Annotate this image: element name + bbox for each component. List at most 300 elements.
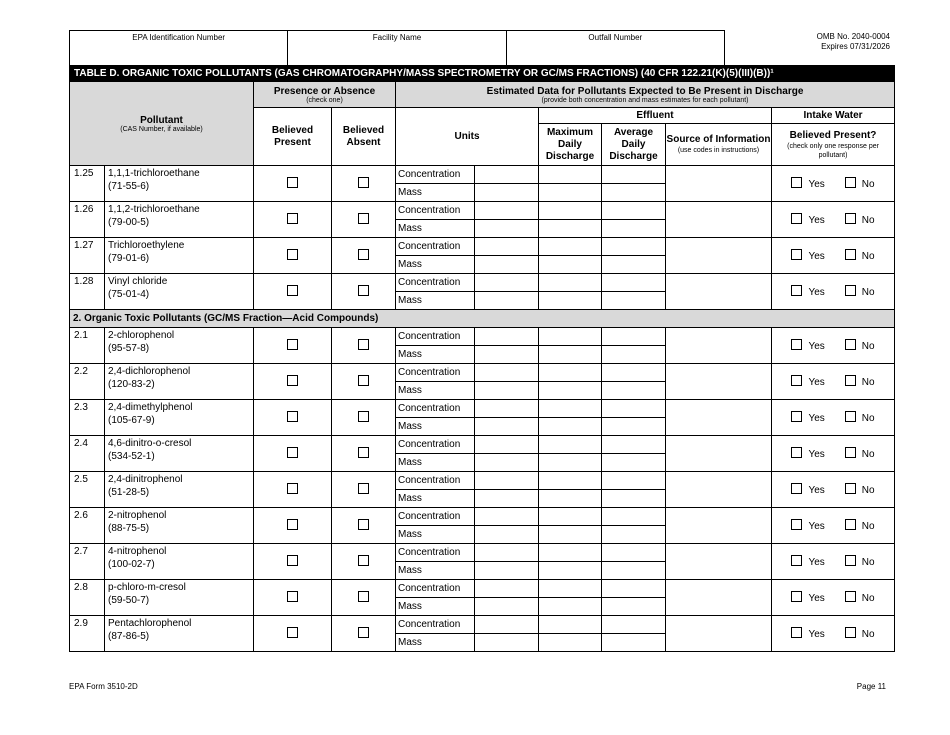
intake-no-label: No (861, 413, 875, 424)
pollutant-chem: 2-nitrophenol (108, 510, 167, 521)
intake-no-checkbox[interactable] (845, 411, 856, 422)
mass-units-input[interactable] (475, 292, 539, 310)
source-info-input[interactable] (666, 580, 772, 616)
concentration-units-input[interactable] (475, 166, 539, 184)
pollutant-name (105, 364, 254, 400)
source-info-input[interactable] (666, 400, 772, 436)
pollutant-number: 1.26 (70, 202, 105, 238)
facility-name-field[interactable] (288, 31, 506, 65)
believed-present-cell (254, 202, 332, 238)
source-info-input[interactable] (666, 544, 772, 580)
believed-present-checkbox[interactable] (287, 555, 298, 566)
concentration-avg-input[interactable] (602, 436, 666, 454)
pollutant-chem: 2,4-dinitrophenol (108, 474, 183, 485)
believed-present-checkbox[interactable] (287, 591, 298, 602)
concentration-units-input[interactable] (475, 580, 539, 598)
concentration-units-input[interactable] (475, 472, 539, 490)
intake-no-checkbox[interactable] (845, 249, 856, 260)
believed-present-checkbox[interactable] (287, 177, 298, 188)
intake-response (772, 202, 895, 238)
pollutant-row (70, 544, 895, 562)
pollutant-chem: 2-chlorophenol (108, 330, 175, 341)
mass-units-input[interactable] (475, 454, 539, 472)
source-info-input[interactable] (666, 508, 772, 544)
intake-no-checkbox[interactable] (845, 483, 856, 494)
believed-absent-header: Believed Absent (332, 108, 396, 166)
believed-present-checkbox[interactable] (287, 285, 298, 296)
intake-yes-label: Yes (808, 413, 825, 424)
believed-absent-checkbox[interactable] (358, 339, 369, 350)
intake-yes-checkbox[interactable] (791, 411, 802, 422)
pollutant-number: 1.27 (70, 238, 105, 274)
mass-avg-input[interactable] (602, 634, 666, 652)
intake-yes-checkbox[interactable] (791, 213, 802, 224)
believed-absent-checkbox[interactable] (358, 483, 369, 494)
believed-present-cell (254, 238, 332, 274)
source-info-header: Source of Information (use codes in instructions) (666, 124, 772, 166)
mass-units-input[interactable] (475, 256, 539, 274)
mass-avg-input[interactable] (602, 382, 666, 400)
units-header: Units (396, 108, 539, 166)
mass-max-input[interactable] (539, 292, 602, 310)
intake-yes-checkbox[interactable] (791, 447, 802, 458)
pollutant-cas: (95-57-8) (108, 343, 150, 354)
believed-absent-cell (332, 436, 396, 472)
mass-units-input[interactable] (475, 562, 539, 580)
pollutant-cas: (120-83-2) (108, 379, 155, 390)
intake-yes-label: Yes (808, 179, 825, 190)
intake-response (772, 274, 895, 310)
intake-response (772, 328, 895, 364)
believed-absent-checkbox[interactable] (358, 519, 369, 530)
concentration-label: Concentration (396, 616, 475, 634)
intake-yes-label: Yes (808, 215, 825, 226)
pollutant-header: Pollutant (CAS Number, if available) (70, 82, 254, 166)
source-info-input[interactable] (666, 238, 772, 274)
intake-yes-label: Yes (808, 629, 825, 640)
intake-yes-label: Yes (808, 449, 825, 460)
effluent-header: Effluent (539, 108, 772, 124)
believed-present-cell (254, 580, 332, 616)
concentration-label: Concentration (396, 580, 475, 598)
mass-max-input[interactable] (539, 382, 602, 400)
mass-units-input[interactable] (475, 634, 539, 652)
concentration-max-input[interactable] (539, 166, 602, 184)
intake-yes-checkbox[interactable] (791, 627, 802, 638)
intake-yes-checkbox[interactable] (791, 591, 802, 602)
mass-units-input[interactable] (475, 184, 539, 202)
intake-response (772, 364, 895, 400)
intake-yes-checkbox[interactable] (791, 339, 802, 350)
believed-absent-cell (332, 166, 396, 202)
intake-yes-checkbox[interactable] (791, 555, 802, 566)
facility-name-label: Facility Name (372, 33, 422, 42)
concentration-label: Concentration (396, 364, 475, 382)
intake-yes-label: Yes (808, 521, 825, 532)
believed-absent-checkbox[interactable] (358, 555, 369, 566)
mass-label: Mass (396, 634, 475, 652)
intake-response (772, 238, 895, 274)
believed-absent-cell (332, 400, 396, 436)
intake-response (772, 580, 895, 616)
concentration-max-input[interactable] (539, 328, 602, 346)
believed-absent-cell (332, 544, 396, 580)
intake-yes-label: Yes (808, 341, 825, 352)
mass-max-input[interactable] (539, 418, 602, 436)
concentration-avg-input[interactable] (602, 400, 666, 418)
source-info-input[interactable] (666, 166, 772, 202)
pollutant-chem: Vinyl chloride (108, 276, 168, 287)
intake-no-checkbox[interactable] (845, 591, 856, 602)
concentration-label: Concentration (396, 400, 475, 418)
intake-no-label: No (861, 215, 875, 226)
intake-no-checkbox[interactable] (845, 339, 856, 350)
concentration-max-input[interactable] (539, 616, 602, 634)
pollutant-chem: 2,4-dichlorophenol (108, 366, 191, 377)
concentration-label: Concentration (396, 544, 475, 562)
mass-label: Mass (396, 292, 475, 310)
believed-present-checkbox[interactable] (287, 249, 298, 260)
intake-no-label: No (861, 179, 875, 190)
mass-label: Mass (396, 562, 475, 580)
concentration-label: Concentration (396, 328, 475, 346)
concentration-max-input[interactable] (539, 544, 602, 562)
believed-absent-cell (332, 580, 396, 616)
mass-max-input[interactable] (539, 346, 602, 364)
pollutant-row (70, 238, 895, 256)
mass-max-input[interactable] (539, 526, 602, 544)
pollutant-number: 2.5 (70, 472, 105, 508)
concentration-label: Concentration (396, 508, 475, 526)
believed-absent-checkbox[interactable] (358, 591, 369, 602)
mass-max-input[interactable] (539, 256, 602, 274)
concentration-units-input[interactable] (475, 274, 539, 292)
believed-present-cell (254, 436, 332, 472)
mass-max-input[interactable] (539, 454, 602, 472)
source-info-input[interactable] (666, 328, 772, 364)
concentration-units-input[interactable] (475, 328, 539, 346)
believed-absent-checkbox[interactable] (358, 447, 369, 458)
intake-yes-checkbox[interactable] (791, 177, 802, 188)
mass-max-input[interactable] (539, 562, 602, 580)
mass-avg-input[interactable] (602, 292, 666, 310)
mass-max-input[interactable] (539, 634, 602, 652)
pollutant-number: 2.4 (70, 436, 105, 472)
concentration-max-input[interactable] (539, 400, 602, 418)
estimated-header: Estimated Data for Pollutants Expected to Be Present in Discharge (provide both concentration and mass estimates for each pollutant) (396, 82, 895, 108)
pollutant-row (70, 508, 895, 526)
believed-absent-cell (332, 202, 396, 238)
concentration-max-input[interactable] (539, 274, 602, 292)
believed-absent-checkbox[interactable] (358, 285, 369, 296)
concentration-avg-input[interactable] (602, 544, 666, 562)
mass-units-input[interactable] (475, 346, 539, 364)
pollutant-row (70, 202, 895, 220)
concentration-avg-input[interactable] (602, 166, 666, 184)
pollutant-name (105, 166, 254, 202)
concentration-max-input[interactable] (539, 580, 602, 598)
concentration-label: Concentration (396, 436, 475, 454)
epa-id-field[interactable] (70, 31, 288, 65)
pollutant-cas: (79-01-6) (108, 253, 150, 264)
concentration-label: Concentration (396, 166, 475, 184)
concentration-units-input[interactable] (475, 436, 539, 454)
mass-avg-input[interactable] (602, 598, 666, 616)
believed-present-cell (254, 166, 332, 202)
avg-daily-header: Average Daily Discharge (602, 124, 666, 166)
presence-header: Presence or Absence (check one) (254, 82, 396, 108)
pollutant-chem: Trichloroethylene (108, 240, 185, 251)
believed-present-cell (254, 364, 332, 400)
believed-absent-checkbox[interactable] (358, 411, 369, 422)
pollutant-number: 2.7 (70, 544, 105, 580)
intake-no-label: No (861, 251, 875, 262)
intake-no-label: No (861, 377, 875, 388)
form-header (69, 30, 725, 66)
believed-present-checkbox[interactable] (287, 411, 298, 422)
pollutant-name (105, 436, 254, 472)
pollutant-number: 2.6 (70, 508, 105, 544)
intake-yes-checkbox[interactable] (791, 483, 802, 494)
mass-max-input[interactable] (539, 598, 602, 616)
believed-present-cell (254, 616, 332, 652)
intake-no-label: No (861, 629, 875, 640)
intake-no-label: No (861, 521, 875, 532)
believed-present-checkbox[interactable] (287, 483, 298, 494)
pollutant-row (70, 274, 895, 292)
pollutant-name (105, 202, 254, 238)
concentration-units-input[interactable] (475, 616, 539, 634)
believed-absent-checkbox[interactable] (358, 213, 369, 224)
source-info-input[interactable] (666, 616, 772, 652)
concentration-label: Concentration (396, 238, 475, 256)
concentration-avg-input[interactable] (602, 274, 666, 292)
intake-yes-checkbox[interactable] (791, 519, 802, 530)
intake-yes-label: Yes (808, 557, 825, 568)
mass-avg-input[interactable] (602, 418, 666, 436)
concentration-max-input[interactable] (539, 508, 602, 526)
intake-no-label: No (861, 287, 875, 298)
pollutant-name (105, 238, 254, 274)
believed-present-cell (254, 274, 332, 310)
source-info-input[interactable] (666, 364, 772, 400)
concentration-avg-input[interactable] (602, 616, 666, 634)
mass-label: Mass (396, 526, 475, 544)
omb-number: OMB No. 2040-0004 (816, 32, 890, 41)
mass-avg-input[interactable] (602, 256, 666, 274)
outfall-number-field[interactable] (507, 31, 724, 65)
intake-no-checkbox[interactable] (845, 213, 856, 224)
source-info-input[interactable] (666, 436, 772, 472)
intake-yes-label: Yes (808, 287, 825, 298)
mass-avg-input[interactable] (602, 454, 666, 472)
table-title: TABLE D. ORGANIC TOXIC POLLUTANTS (GAS CHROMATOGRAPHY/MASS SPECTROMETRY OR GC/MS FRACTIONS) (40 CFR 122.21(K)(5)(III)(B))¹ (70, 66, 895, 82)
mass-units-input[interactable] (475, 382, 539, 400)
section-2-title: 2. Organic Toxic Pollutants (GC/MS Fraction—Acid Compounds) (70, 310, 895, 328)
pollutant-chem: 1,1,1-trichloroethane (108, 168, 200, 179)
intake-no-checkbox[interactable] (845, 375, 856, 386)
concentration-max-input[interactable] (539, 364, 602, 382)
mass-label: Mass (396, 418, 475, 436)
intake-no-label: No (861, 341, 875, 352)
pollutant-cas: (534-52-1) (108, 451, 155, 462)
pollutant-number: 2.1 (70, 328, 105, 364)
pollutant-number: 2.8 (70, 580, 105, 616)
source-info-input[interactable] (666, 472, 772, 508)
intake-no-checkbox[interactable] (845, 627, 856, 638)
believed-present-cell (254, 544, 332, 580)
source-info-input[interactable] (666, 202, 772, 238)
believed-present-checkbox[interactable] (287, 213, 298, 224)
pollutant-cas: (88-75-5) (108, 523, 150, 534)
pollutant-name (105, 616, 254, 652)
believed-present-cell (254, 328, 332, 364)
intake-response (772, 616, 895, 652)
intake-no-checkbox[interactable] (845, 177, 856, 188)
intake-no-checkbox[interactable] (845, 519, 856, 530)
pollutant-cas: (51-28-5) (108, 487, 150, 498)
pollutant-row (70, 580, 895, 598)
intake-no-checkbox[interactable] (845, 285, 856, 296)
pollutant-number: 1.25 (70, 166, 105, 202)
concentration-avg-input[interactable] (602, 508, 666, 526)
mass-avg-input[interactable] (602, 490, 666, 508)
form-number: EPA Form 3510-2D (69, 682, 138, 691)
mass-units-input[interactable] (475, 490, 539, 508)
intake-response (772, 400, 895, 436)
believed-absent-cell (332, 472, 396, 508)
intake-yes-checkbox[interactable] (791, 285, 802, 296)
intake-response (772, 436, 895, 472)
pollutant-number: 1.28 (70, 274, 105, 310)
believed-present-checkbox[interactable] (287, 627, 298, 638)
believed-absent-cell (332, 616, 396, 652)
mass-avg-input[interactable] (602, 562, 666, 580)
concentration-label: Concentration (396, 472, 475, 490)
believed-absent-checkbox[interactable] (358, 375, 369, 386)
mass-label: Mass (396, 184, 475, 202)
believed-absent-cell (332, 274, 396, 310)
believed-present-q-header: Believed Present? (check only one response per pollutant) (772, 124, 895, 166)
pollutant-row (70, 400, 895, 418)
concentration-units-input[interactable] (475, 400, 539, 418)
intake-no-checkbox[interactable] (845, 555, 856, 566)
concentration-units-input[interactable] (475, 544, 539, 562)
mass-avg-input[interactable] (602, 526, 666, 544)
mass-avg-input[interactable] (602, 346, 666, 364)
mass-units-input[interactable] (475, 418, 539, 436)
pollutant-name (105, 580, 254, 616)
intake-response (772, 166, 895, 202)
mass-label: Mass (396, 256, 475, 274)
concentration-label: Concentration (396, 274, 475, 292)
intake-response (772, 472, 895, 508)
believed-present-checkbox[interactable] (287, 375, 298, 386)
mass-avg-input[interactable] (602, 184, 666, 202)
organic-toxic-pollutants-table (69, 65, 895, 652)
mass-max-input[interactable] (539, 220, 602, 238)
pollutant-row (70, 616, 895, 634)
pollutant-row (70, 328, 895, 346)
believed-present-cell (254, 508, 332, 544)
concentration-units-input[interactable] (475, 238, 539, 256)
pollutant-number: 2.2 (70, 364, 105, 400)
believed-absent-cell (332, 364, 396, 400)
concentration-units-input[interactable] (475, 202, 539, 220)
believed-absent-cell (332, 238, 396, 274)
mass-max-input[interactable] (539, 490, 602, 508)
concentration-max-input[interactable] (539, 202, 602, 220)
believed-absent-cell (332, 508, 396, 544)
believed-present-cell (254, 400, 332, 436)
believed-absent-checkbox[interactable] (358, 627, 369, 638)
pollutant-chem: 1,1,2-trichloroethane (108, 204, 200, 215)
intake-water-header: Intake Water (772, 108, 895, 124)
believed-present-checkbox[interactable] (287, 339, 298, 350)
mass-units-input[interactable] (475, 526, 539, 544)
mass-max-input[interactable] (539, 184, 602, 202)
concentration-units-input[interactable] (475, 508, 539, 526)
believed-present-checkbox[interactable] (287, 519, 298, 530)
concentration-avg-input[interactable] (602, 328, 666, 346)
pollutant-cas: (105-67-9) (108, 415, 155, 426)
intake-yes-label: Yes (808, 485, 825, 496)
believed-absent-cell (332, 328, 396, 364)
pollutant-name (105, 274, 254, 310)
intake-yes-checkbox[interactable] (791, 249, 802, 260)
epa-id-label: EPA Identification Number (132, 33, 226, 42)
concentration-avg-input[interactable] (602, 364, 666, 382)
pollutant-cas: (100-02-7) (108, 559, 155, 570)
pollutant-name (105, 544, 254, 580)
concentration-max-input[interactable] (539, 436, 602, 454)
pollutant-cas: (75-01-4) (108, 289, 150, 300)
mass-label: Mass (396, 220, 475, 238)
concentration-avg-input[interactable] (602, 202, 666, 220)
mass-units-input[interactable] (475, 220, 539, 238)
mass-avg-input[interactable] (602, 220, 666, 238)
concentration-avg-input[interactable] (602, 472, 666, 490)
intake-no-label: No (861, 593, 875, 604)
intake-no-label: No (861, 449, 875, 460)
mass-units-input[interactable] (475, 598, 539, 616)
concentration-max-input[interactable] (539, 238, 602, 256)
intake-response (772, 508, 895, 544)
intake-yes-label: Yes (808, 377, 825, 388)
concentration-avg-input[interactable] (602, 580, 666, 598)
concentration-avg-input[interactable] (602, 238, 666, 256)
concentration-max-input[interactable] (539, 472, 602, 490)
intake-response (772, 544, 895, 580)
mass-label: Mass (396, 598, 475, 616)
concentration-units-input[interactable] (475, 364, 539, 382)
believed-absent-checkbox[interactable] (358, 249, 369, 260)
believed-present-checkbox[interactable] (287, 447, 298, 458)
max-daily-header: Maximum Daily Discharge (539, 124, 602, 166)
intake-yes-checkbox[interactable] (791, 375, 802, 386)
source-info-input[interactable] (666, 274, 772, 310)
pollutant-cas: (87-86-5) (108, 631, 150, 642)
pollutant-cas: (59-50-7) (108, 595, 150, 606)
pollutant-chem: 4,6-dinitro-o-cresol (108, 438, 192, 449)
intake-no-checkbox[interactable] (845, 447, 856, 458)
believed-present-cell (254, 472, 332, 508)
believed-absent-checkbox[interactable] (358, 177, 369, 188)
pollutant-cas: (71-55-6) (108, 181, 150, 192)
pollutant-name (105, 508, 254, 544)
mass-label: Mass (396, 490, 475, 508)
pollutant-chem: 2,4-dimethylphenol (108, 402, 193, 413)
